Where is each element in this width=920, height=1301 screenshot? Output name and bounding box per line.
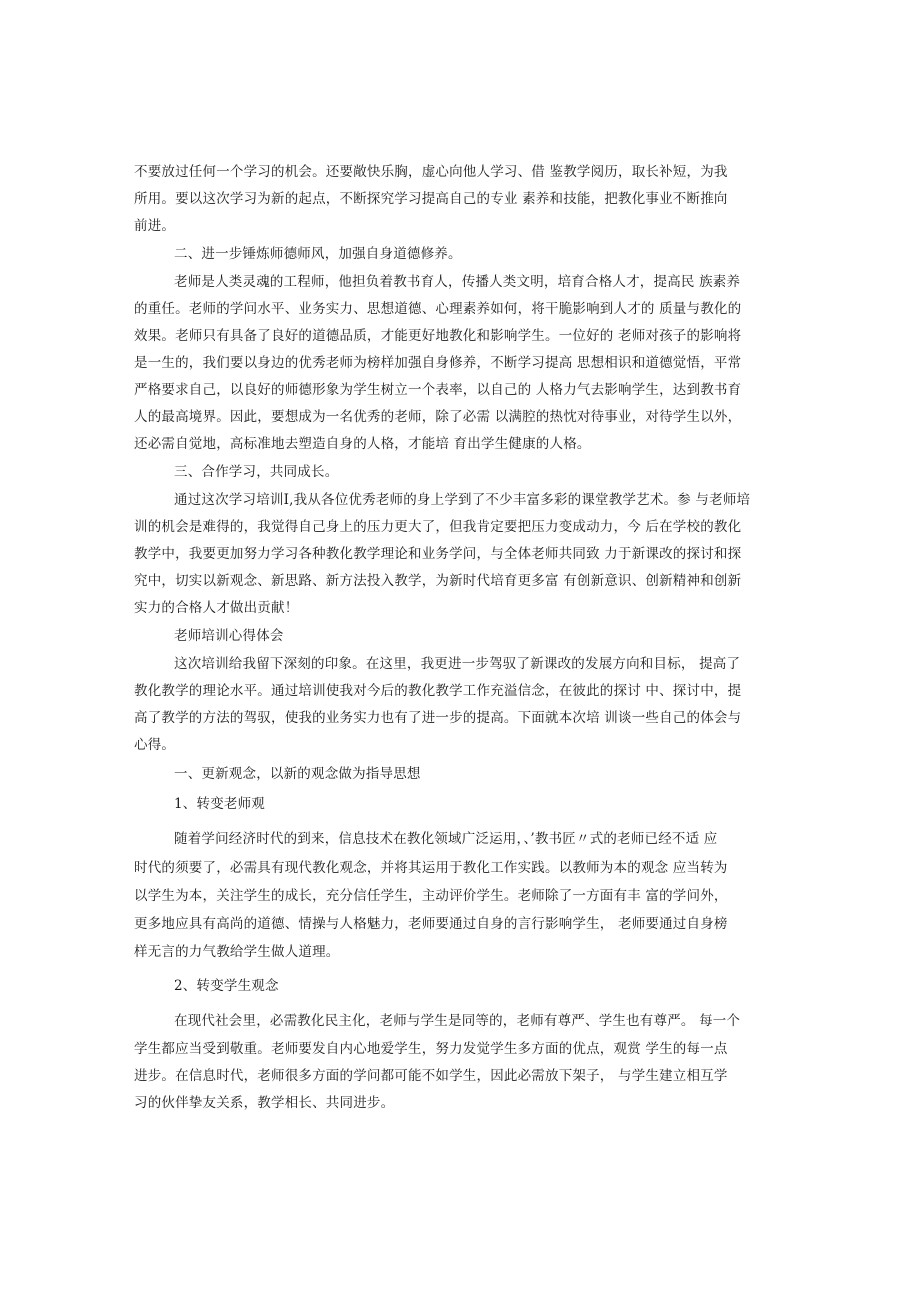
paragraph-line: 教化教学的理论水平。通过培训使我对今后的教化教学工作充溢信念，在彼此的探讨 中、探讨中，提 <box>134 683 742 699</box>
article-title: 老师培训心得体会 <box>174 628 284 644</box>
paragraph-line: 以学生为本，关注学生的成长，充分信任学生，主动评价学生。老师除了一方面有丰 富的学问外， <box>134 888 728 904</box>
paragraph-line: 人的最高境界。因此，要想成为一名优秀的老师，除了必需 以满腔的热忱对待事业，对待学生以外， <box>134 409 742 425</box>
paragraph-line: 习的伙伴挚友关系，教学相长、共同进步。 <box>134 1095 395 1111</box>
subsection-heading: 2、转变学生观念 <box>174 978 279 994</box>
paragraph-line: 通过这次学习培训I,我从各位优秀老师的身上学到了不少丰富多彩的课堂教学艺术。参 与老师培 <box>174 492 751 508</box>
paragraph-line: 训的机会是难得的，我觉得自己身上的压力更大了，但我肯定要把压力变成动力，今 后在学校的教化 <box>134 519 742 535</box>
paragraph-line: 实力的合格人才做出贡献！ <box>134 600 299 616</box>
paragraph-line: 样无言的力气教给学生做人道理。 <box>134 944 340 960</box>
paragraph-line: 不要放过任何一个学习的机会。还要敞快乐胸，虚心向他人学习、借 鉴教学阅历，取长补短，为我 <box>134 164 728 180</box>
paragraph-line: 高了教学的方法的驾驭，使我的业务实力也有了进一步的提高。下面就本次培 训谈一些自己的体会与 <box>134 710 742 726</box>
paragraph-line: 还必需自觉地，高标准地去塑造自身的人格，才能培 育出学生健康的人格。 <box>134 436 591 452</box>
paragraph-line: 是一生的，我们要以身边的优秀老师为榜样加强自身修养，不断学习提高 思想相识和道德觉悟，平常 <box>134 355 742 371</box>
paragraph-line: 老师是人类灵魂的工程师，他担负着教书育人，传播人类文明，培育合格人才，提高民 族素养 <box>174 274 741 290</box>
paragraph-line: 随着学问经济时代的到来，信息技术在教化领域广泛运用，、’教书匠〃式的老师已经不适 应 <box>174 831 718 847</box>
paragraph-line: 在现代社会里，必需教化民主化，老师与学生是同等的，老师有尊严、学生也有尊严。 每一个 <box>174 1013 741 1029</box>
paragraph-line: 教学中，我要更加努力学习各种教化教学理论和业务学问，与全体老师共同致 力于新课改的探讨和探 <box>134 546 742 562</box>
section-heading: 三、合作学习，共同成长。 <box>174 464 339 480</box>
paragraph-line: 严格要求自己，以良好的师德形象为学生树立一个表率，以自己的 人格力气去影响学生，达到教书育 <box>134 382 742 398</box>
paragraph-line: 心得。 <box>134 737 176 753</box>
paragraph-line: 这次培训给我留下深刻的印象。在这里，我更进一步驾驭了新课改的发展方向和目标， 提高了 <box>174 656 741 672</box>
paragraph-line: 更多地应具有高尚的道德、情操与人格魅力，老师要通过自身的言行影响学生， 老师要通过自身榜 <box>134 916 728 932</box>
paragraph-line: 所用。要以这次学习为新的起点，不断探究学习提高自己的专业 素养和技能，把教化事业不断推向 <box>134 191 728 207</box>
paragraph-line: 时代的须要了，必需具有现代教化观念，并将其运用于教化工作实践。以教师为本的观念 应当转为 <box>134 860 728 876</box>
paragraph-line: 学生都应当受到敬重。老师要发自内心地爱学生，努力发觉学生多方面的优点，观赏 学生的每一点 <box>134 1041 728 1057</box>
paragraph-line: 究中，切实以新观念、新思路、新方法投入教学，为新时代培育更多富 有创新意识、创新精神和创新 <box>134 573 742 589</box>
subsection-heading: 1、转变老师观 <box>174 796 265 812</box>
paragraph-line: 进步。在信息时代，老师很多方面的学问都可能不如学生，因此必需放下架子， 与学生建立相互学 <box>134 1068 728 1084</box>
paragraph-line: 的重任。老师的学问水平、业务实力、思想道德、心理素养如何，将干脆影响到人才的 质量与教化的 <box>134 301 742 317</box>
section-heading: 二、进一步锤炼师德师风，加强自身道德修养。 <box>174 246 462 262</box>
paragraph-line: 前进。 <box>134 218 176 234</box>
paragraph-line: 效果。老师只有具备了良好的道德品质，才能更好地教化和影响学生。一位好的 老师对孩子的影响将 <box>134 328 742 344</box>
section-heading: 一、更新观念，以新的观念做为指导思想 <box>174 766 421 782</box>
